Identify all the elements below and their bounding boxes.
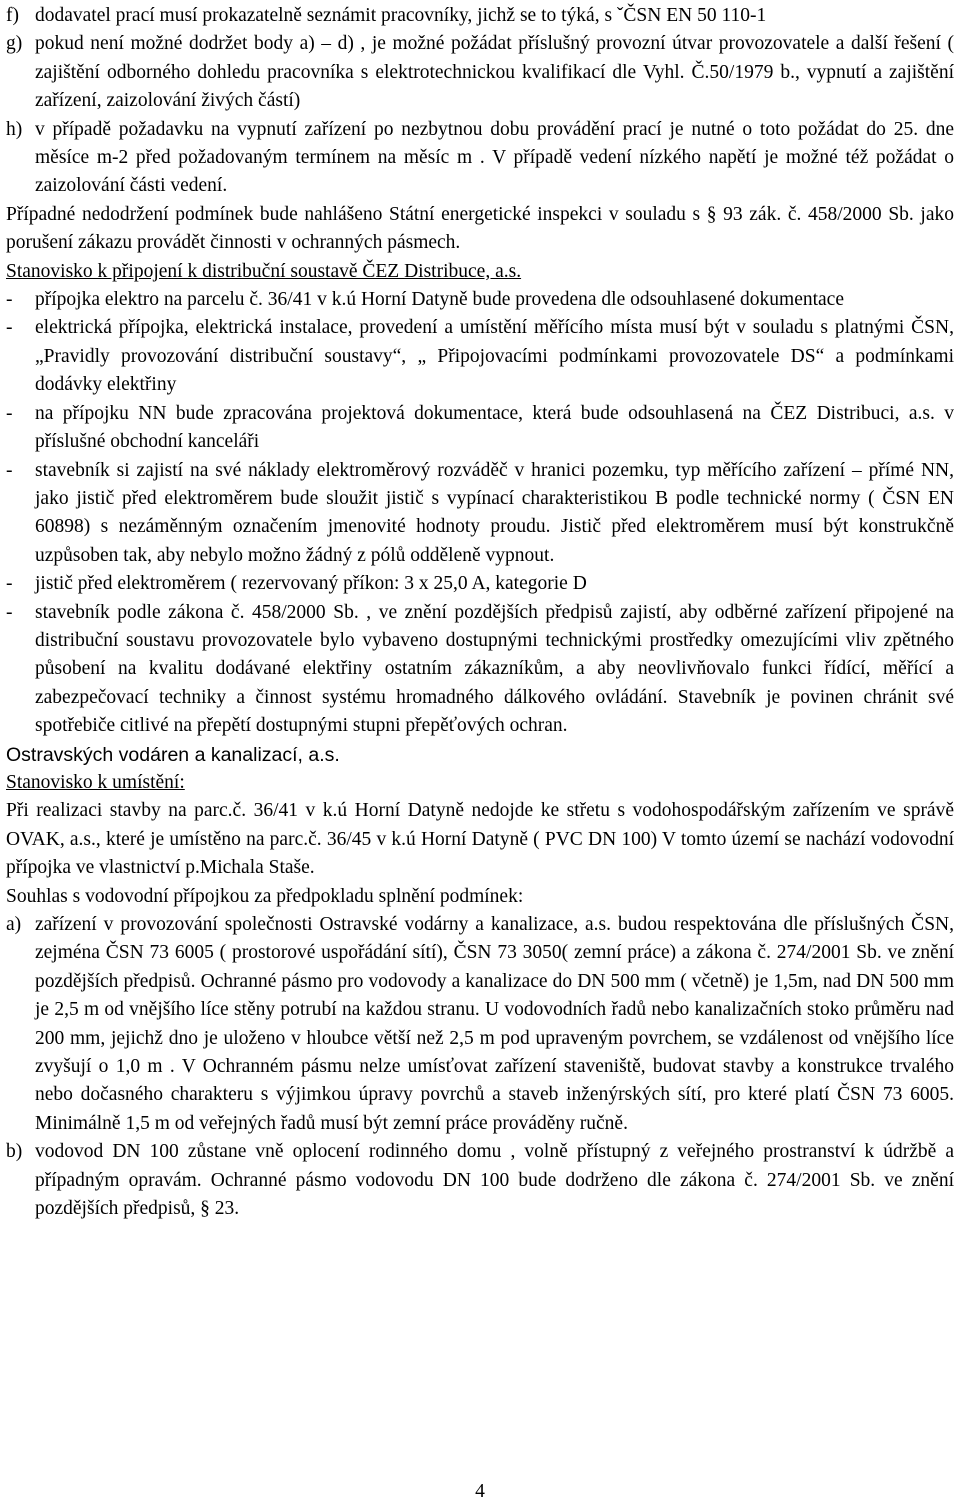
list-label: h) xyxy=(6,118,23,140)
list-text: vodovod DN 100 zůstane vně oplocení rodinného domu , volně přístupný z veřejného prostranství k údržbě a případným opravám. Ochranné pásmo vodovodu DN 100 bude dodrženo dle zákona č. 274/2001 Sb. ve znění pozdějších předpisů, § 23. xyxy=(35,1141,954,1220)
ovak-subheading: Stanovisko k umístění: xyxy=(6,771,185,793)
list-label: g) xyxy=(6,33,23,55)
ovak-paragraph: Při realizaci stavby na parc.č. 36/41 v k.ú Horní Datyně nedojde ke střetu s vodohospodářským zařízením ve správě OVAK, a.s., které je umístěno na parc.č. 36/45 v k.ú Horní Datyně ( PVC DN 100) V tomto území se nachází vodovodní přípojka ve vlastnictví p.Michala Staše. xyxy=(6,800,954,879)
list-text: pokud není možné dodržet body a) – d) , je možné požádat příslušný provozní útvar provozovatele a další řešení ( zajištění odborného dohledu pracovníka s elektrotechnickou kvalifikací dle Vyhl. Č.50/1979 b., vypnutí a zajištění zařízení, zaizolování živých částí) xyxy=(35,33,954,112)
cez-section-heading: Stanovisko k připojení k distribuční soustavě ČEZ Distribuce, a.s. xyxy=(6,260,522,282)
list-item xyxy=(6,314,954,399)
list-item xyxy=(6,570,954,598)
list-item xyxy=(6,400,954,457)
list-text: přípojka elektro na parcelu č. 36/41 v k.ú Horní Datyně bude provedena dle odsouhlasené dokumentace xyxy=(35,289,844,311)
list-label: f) xyxy=(6,5,19,26)
list-dash: - xyxy=(6,317,13,339)
list-dash: - xyxy=(6,601,13,623)
list-item xyxy=(6,30,954,115)
list-item xyxy=(6,911,954,1138)
sanction-paragraph: Případné nedodržení podmínek bude nahlášeno Státní energetické inspekci v souladu s § 93 zák. č. 458/2000 Sb. jako porušení zákazu provádět činnosti v ochranných pásmech. xyxy=(6,203,954,254)
list-item xyxy=(6,286,954,314)
ovak-section-heading: Ostravských vodáren a kanalizací, a.s. xyxy=(6,743,340,766)
list-text: stavebník si zajistí na své náklady elektroměrový rozváděč v hranici pozemku, typ měřícího zařízení – přímé NN, jako jistič před elektroměrem bude sloužit jistič s vypínací charakteristikou B podle technické normy ( ČSN EN 60898) s nezáměnným označením jmenovité hodnoty proudu. Jistič před elektroměrem musí být konstrukčně uzpůsoben tak, aby nebylo možno žádný z pólů odděleně vypnout. xyxy=(35,459,954,566)
list-text: stavebník podle zákona č. 458/2000 Sb. , ve znění pozdějších předpisů zajistí, aby odběrné zařízení připojené na distribuční soustavu provozovatele bylo vybaveno dostupnými technickými prostředky omezujícími vliv zpětného působení na kvalitu dodávané elektřiny ostatním zákazníkům, a aby neovlivňovalo funkci řídící, měřící a zabezpečovací techniky a činnost systému hromadného dálkového ovládání. Stavebník je povinen chránit své spotřebiče citlivé na přepětí dostupnými stupni přepěťových ochran. xyxy=(35,601,954,737)
list-item xyxy=(6,1138,954,1223)
list-text: dodavatel prací musí prokazatelně seznámit pracovníky, jichž se to týká, s ˇČSN EN 50 110-1 xyxy=(35,5,767,26)
list-label: a) xyxy=(6,914,22,935)
list-dash: - xyxy=(6,289,13,311)
list-dash: - xyxy=(6,573,13,595)
list-dash: - xyxy=(6,459,13,481)
list-item xyxy=(6,457,954,571)
list-item xyxy=(6,116,954,201)
list-text: v případě požadavku na vypnutí zařízení po nezbytnou dobu provádění prací je nutné o toto požádat do 25. dne měsíce m-2 před požadovaným termínem na měsíc m . V případě vedení nízkého napětí je možné též požádat o zaizolování části vedení. xyxy=(35,118,954,197)
page-number: 4 xyxy=(475,1481,485,1502)
list-dash: - xyxy=(6,402,13,424)
list-label: b) xyxy=(6,1141,23,1163)
list-item xyxy=(6,2,954,30)
ovak-conditions-intro: Souhlas s vodovodní přípojkou za předpokladu splnění podmínek: xyxy=(6,885,524,907)
list-text: na přípojku NN bude zpracována projektová dokumentace, která bude odsouhlasená na ČEZ Distribuci, a.s. v příslušné obchodní kanceláři xyxy=(35,402,954,453)
list-item xyxy=(6,599,954,741)
list-text: zařízení v provozování společnosti Ostravské vodárny a kanalizace, a.s. budou respektována dle příslušných ČSN, zejména ČSN 73 6005 ( prostorové uspořádání sítí), ČSN 73 3050( zemní práce) a zákona č. 274/2001 Sb. ve znění pozdějších předpisů. Ochranné pásmo pro vodovody a kanalizace do DN 500 mm ( včetně) je 1,5m, nad DN 500 mm je 2,5 m od vnějšího líce stěny potrubí na každou stranu. U vodovodních řadů nebo kanalizačních stoko průměru nad 200 mm, jejichž dno je uloženo v hloubce větší než 2,5 m pod upraveným povrchem, se vzdálenost od vnějšího líce zvyšují o 1,0 m . V Ochranném pásmu nelze umísťovat zařízení staveniště, budovat stavby a konstrukce trvalého nebo dočasného charakteru s výjimkou úpravy povrchů a staveb inženýrských sítí, pro které platí ČSN 73 6005. Minimálně 1,5 m od veřejných řadů musí být zemní práce prováděny ručně. xyxy=(35,914,954,1134)
list-text: elektrická přípojka, elektrická instalace, provedení a umístění měřícího místa musí být v souladu s platnými ČSN, „Pravidly provozování distribuční soustavy“, „ Připojovacími podmínkami provozovatele DS“ a podmínkami dodávky elektřiny xyxy=(35,317,954,396)
list-text: jistič před elektroměrem ( rezervovaný příkon: 3 x 25,0 A, kategorie D xyxy=(35,573,587,595)
